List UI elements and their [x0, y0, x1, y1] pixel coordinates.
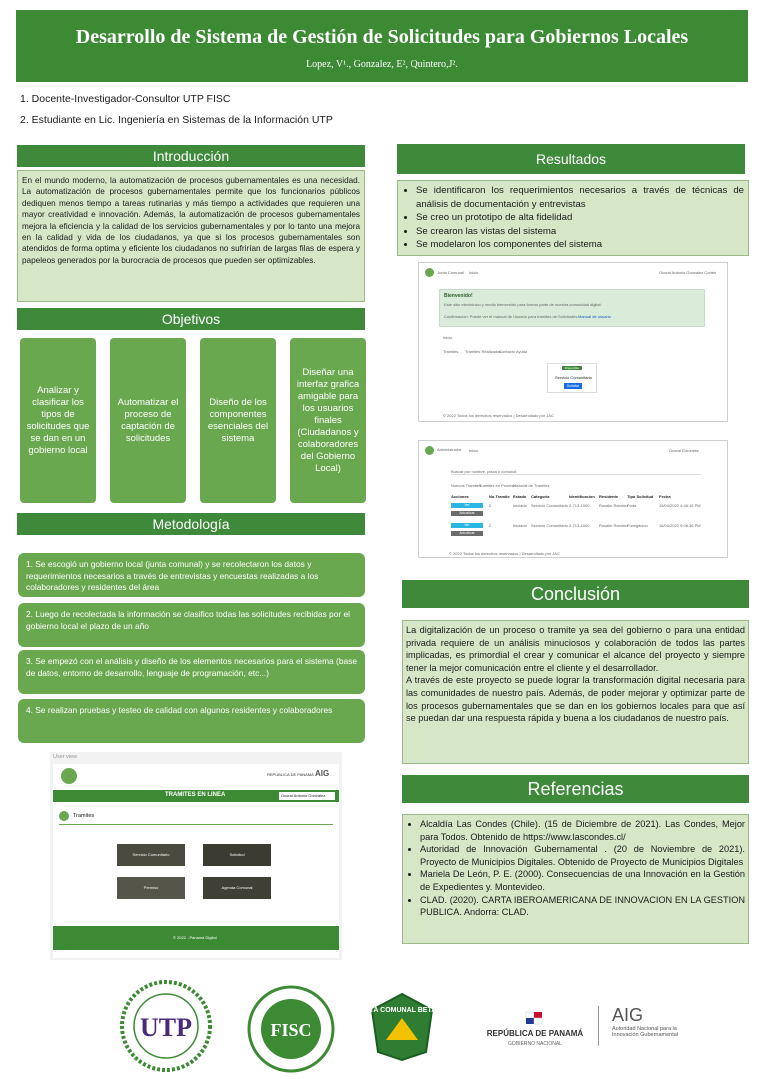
metodologia-step: 3. Se empezó con el análisis y diseño de los elementos necesarios para el sistema (base de datos, entorno de desarrollo, lenguaje de programación, etc...)	[18, 650, 365, 694]
objetivo-card: Diseñar una interfaz grafica amigable para los usuarios finales (Ciudadanos y colaboradores del Gobierno Local)	[290, 338, 366, 503]
referencia-item: • Mariela De León, P. E. (2000). Consecuencias de una Innovación en la Gestión de Expedientes y. Montevideo.	[420, 868, 745, 893]
aig-logo-sub1: Autoridad Nacional para la	[612, 1026, 677, 1032]
admin-view-screenshot	[418, 440, 728, 558]
metodologia-step: 4. Se realizan pruebas y testeo de calidad con algunos residentes y colaboradores	[18, 699, 365, 743]
aig-logo-sub2: Innovación Gubernamental	[612, 1032, 679, 1038]
user-view-label: User view	[53, 754, 78, 760]
tile-agenda[interactable]: Agenda Comunal	[203, 877, 271, 899]
service-title: Servicio Comunitario	[555, 375, 592, 380]
fisc-logo	[247, 985, 335, 1073]
gov-logo-line2: GOBIERNO NACIONAL	[508, 1041, 562, 1047]
mock2-brand: Administrador	[437, 447, 462, 452]
referencias-heading: Referencias	[402, 775, 749, 803]
user-view-footer	[53, 926, 339, 950]
introduccion-text: En el mundo moderno, la automatización de procesos gubernamentales es una necesidad. La automatización de procesos gubernamentales permite que los funcionarios públicos dediquen menos tiempo a tareas rutinarias y más tiempo a actividades que requieren una mayor creatividad e innovación. Además, la automatización de procesos gubernamentales mejora la eficiencia y la calidad de los servicios gubernamentales y por lo tanto una mejora en la calidad y vida de los ciudadanos, ya que si los procesos gubernamentales son atendidos de forma optima y eficiente los ciudadanos no sufrirían de largas filas de espera y papeleos generados por la burocracia de procesos que pueden ser optimizables.	[17, 170, 365, 302]
ver-button[interactable]: Ver	[451, 503, 483, 508]
mock1-brand: Junta Comunal	[437, 270, 464, 275]
aig-logo	[612, 1005, 688, 1047]
user-view-page	[53, 764, 339, 958]
aig-label: AIG	[315, 769, 330, 778]
cell: Servicio Comunitario	[531, 503, 568, 508]
user-select[interactable]: Ocoral Antonio Gonzalez	[279, 792, 335, 800]
cell: 2	[489, 503, 492, 508]
col-header: Identificacion	[569, 494, 595, 499]
referencias-list	[402, 814, 749, 944]
cell: Fumigacion	[627, 523, 648, 528]
poster-title: Desarrollo de Sistema de Gestión de Solicitudes para Gobiernos Locales	[75, 26, 689, 48]
aig-logo-text: AIG	[612, 1005, 644, 1025]
cell: 15/04/2022 4:46:15 PM	[659, 503, 701, 508]
mock1-tab[interactable]: Tramites Realizados	[465, 349, 502, 354]
gobierno-panama-logo	[478, 1010, 593, 1050]
divider	[59, 824, 333, 825]
mock1-tab[interactable]: Tramites	[443, 349, 459, 354]
col-header: Categoria	[531, 494, 550, 499]
gov-logo-line1: REPÚBLICA DE PANAMÁ	[486, 1029, 584, 1038]
user-view-screenshot	[50, 752, 342, 960]
user-view-banner	[53, 790, 339, 802]
resultado-item: • Se crearon las vistas del sistema	[416, 225, 744, 239]
resultado-item: • Se identificaron los requerimientos necesarios a través de técnicas de análisis de documentación y entrevistas	[416, 184, 744, 211]
cell: Poda	[627, 503, 637, 508]
poster-authors: Lopez, V¹., Gonzalez, E², Quintero,J².	[306, 59, 458, 70]
conclusion-heading: Conclusión	[402, 580, 749, 608]
tramites-section: Tramites	[73, 813, 95, 819]
col-header: Estado	[513, 494, 527, 499]
cell: Rosalin Ramirez	[599, 503, 629, 508]
mock1-footer: © 2022 Todos los derechos reservados | Desarrollado por JAC	[443, 413, 554, 418]
service-badge: Disponible	[562, 366, 582, 370]
logo-divider	[598, 1006, 599, 1046]
affiliation-2: 2. Estudiante en Lic. Ingeniería en Sistemas de la Información UTP	[20, 114, 333, 126]
referencia-item: • Autoridad de Innovación Gubernamental . (20 de Noviembre de 2021). Proyecto de Municipios Digitales. Obtenido de Proyecto de Municipios Digitales	[420, 843, 745, 868]
mock2-search[interactable]: Buscar por nombre, placa o comunal	[451, 469, 701, 475]
welcome-panel	[439, 289, 705, 327]
welcome-title: Bienvenido!	[444, 293, 473, 299]
mock2-user[interactable]: Ocoral Gonzalez	[669, 448, 699, 453]
resultados-heading: Resultados	[397, 144, 745, 174]
affiliation-1: 1. Docente-Investigador-Consultor UTP FISC	[20, 93, 231, 105]
col-header: Residente	[599, 494, 619, 499]
objetivo-card: Analizar y clasificar los tipos de solicitudes que se dan en un gobierno local	[20, 338, 96, 503]
manual-link[interactable]: Manual de usuario	[578, 314, 611, 319]
actualizar-button[interactable]: Actualizar	[451, 531, 483, 536]
service-card	[547, 363, 597, 393]
metodologia-step: 2. Luego de recolectada la información se clasifico todas las solicitudes recibidas por el gobierno local el plazo de un año	[18, 603, 365, 647]
banner-title: TRAMITES EN LINEA	[165, 792, 226, 798]
col-header: Tipo Solicitud	[627, 494, 654, 499]
ver-button[interactable]: Ver	[451, 523, 483, 528]
tile-permiso[interactable]: Permiso	[117, 877, 185, 899]
cell: 2	[489, 523, 492, 528]
mock1-search[interactable]: Inicio	[443, 335, 453, 340]
mock2-tab[interactable]: Historial de Tramites	[513, 483, 550, 488]
mock1-nav[interactable]: Inicio	[469, 270, 479, 275]
metodologia-step: 1. Se escogió un gobierno local (junta comunal) y se recolectaron los datos y requerimientos necesarios a través de entrevistas y encuestas realizadas a los colaboradores y residentes del área	[18, 553, 365, 597]
referencia-item: • Alcaldía Las Condes (Chile). (15 de Diciembre de 2021). Las Condes, Mejor para Todos. Obtenido de https://www.lascondes.cl/	[420, 818, 745, 843]
referencia-item: • CLAD. (2020). CARTA IBEROAMERICANA DE INNOVACION EN LA GESTION PUBLICA. Andorra: CLAD.	[420, 894, 745, 919]
welcome-line2: Confirmación: Puede ver el manual de Usuario para tramites de Solicitudes.	[444, 314, 579, 319]
junta-logo-icon	[425, 268, 434, 277]
fisc-logo-text: FISC	[270, 1020, 312, 1040]
junta-logo-text: JUNTA COMUNAL BETANIA	[355, 1007, 449, 1014]
gov-label: REPÚBLICA DE PANAMÁ	[267, 772, 314, 777]
resultados-list	[397, 180, 749, 256]
col-header: No.Tramite	[489, 494, 510, 499]
poster-header	[16, 10, 748, 82]
conclusion-p1: La digitalización de un proceso o tramite ya sea del gobierno o para una entidad privada requiere de un análisis minuciosos y colaboración de todos las partes implicadas, es primordial el crear y comunicar el alcance del proyecto y siempre tener la mejor comunicación entre el cliente y el desarrollador.	[406, 625, 745, 673]
conclusion-p2: A través de este proyecto se puede lograr la transformación digital necesaria para las comunidades de nuestro país. Además, de poder mejorar y optimizar parte de los procesos gubernamentales que se dan en los gobiernos locales para que así se puedan dar una respuesta rápida y buena a los ciudadanos de nuestro país.	[406, 675, 745, 724]
cell: Servicio Comunitario	[531, 523, 568, 528]
introduccion-heading: Introducción	[17, 145, 365, 167]
mock2-tab[interactable]: Nuevos Tramites	[451, 483, 482, 488]
junta-logo-icon	[61, 768, 77, 784]
tile-servicio[interactable]: Servicio Comunitario	[117, 844, 185, 866]
cell: Rosalin Ramirez	[599, 523, 629, 528]
objetivo-card: Diseño de los componentes esenciales del sistema	[200, 338, 276, 503]
junta-comunal-logo	[355, 990, 449, 1062]
cell: Iniciado	[513, 503, 527, 508]
resident-view-screenshot	[418, 262, 728, 422]
actualizar-button[interactable]: Actualizar	[451, 511, 483, 516]
mock2-tab[interactable]: Tramites en Proceso	[479, 483, 516, 488]
utp-logo	[120, 980, 212, 1072]
objetivo-card: Automatizar el proceso de captación de solicitudes	[110, 338, 186, 503]
cell: 2-713-1000	[569, 503, 590, 508]
resultado-item: • Se creo un prototipo de alta fidelidad	[416, 211, 744, 225]
mock2-nav[interactable]: Inicio	[469, 448, 479, 453]
mock2-footer: © 2022 Todos los derechos reservados | Desarrollado por JAC	[449, 551, 560, 556]
solicitar-button[interactable]: Solicitar	[564, 383, 582, 389]
resultado-item: • Se modelaron los componentes del sistema	[416, 238, 744, 252]
objetivos-heading: Objetivos	[17, 308, 365, 330]
utp-logo-text: UTP	[140, 1013, 192, 1042]
footer-text: © 2022 - Panamá Digital	[173, 935, 217, 940]
col-header: Fecha	[659, 494, 671, 499]
mock1-tab[interactable]: Contacto Ayuda	[499, 349, 528, 354]
tile-solicitud[interactable]: Solicitud	[203, 844, 271, 866]
tramites-icon	[59, 811, 69, 821]
welcome-line: Este sitio electrónico y medio bienvenido para formar parte de nuestra comunidad digital.	[444, 302, 602, 307]
metodologia-heading: Metodología	[17, 513, 365, 535]
cell: Iniciado	[513, 523, 527, 528]
junta-logo-icon	[425, 446, 434, 455]
cell: 16/04/2022 9:06:36 PM	[659, 523, 701, 528]
col-header: Acciones	[451, 494, 469, 499]
conclusion-text	[402, 620, 749, 764]
cell: 2-713-1000	[569, 523, 590, 528]
mock1-user[interactable]: Ocoral Antonio Gonzalez Cortés	[659, 270, 717, 275]
